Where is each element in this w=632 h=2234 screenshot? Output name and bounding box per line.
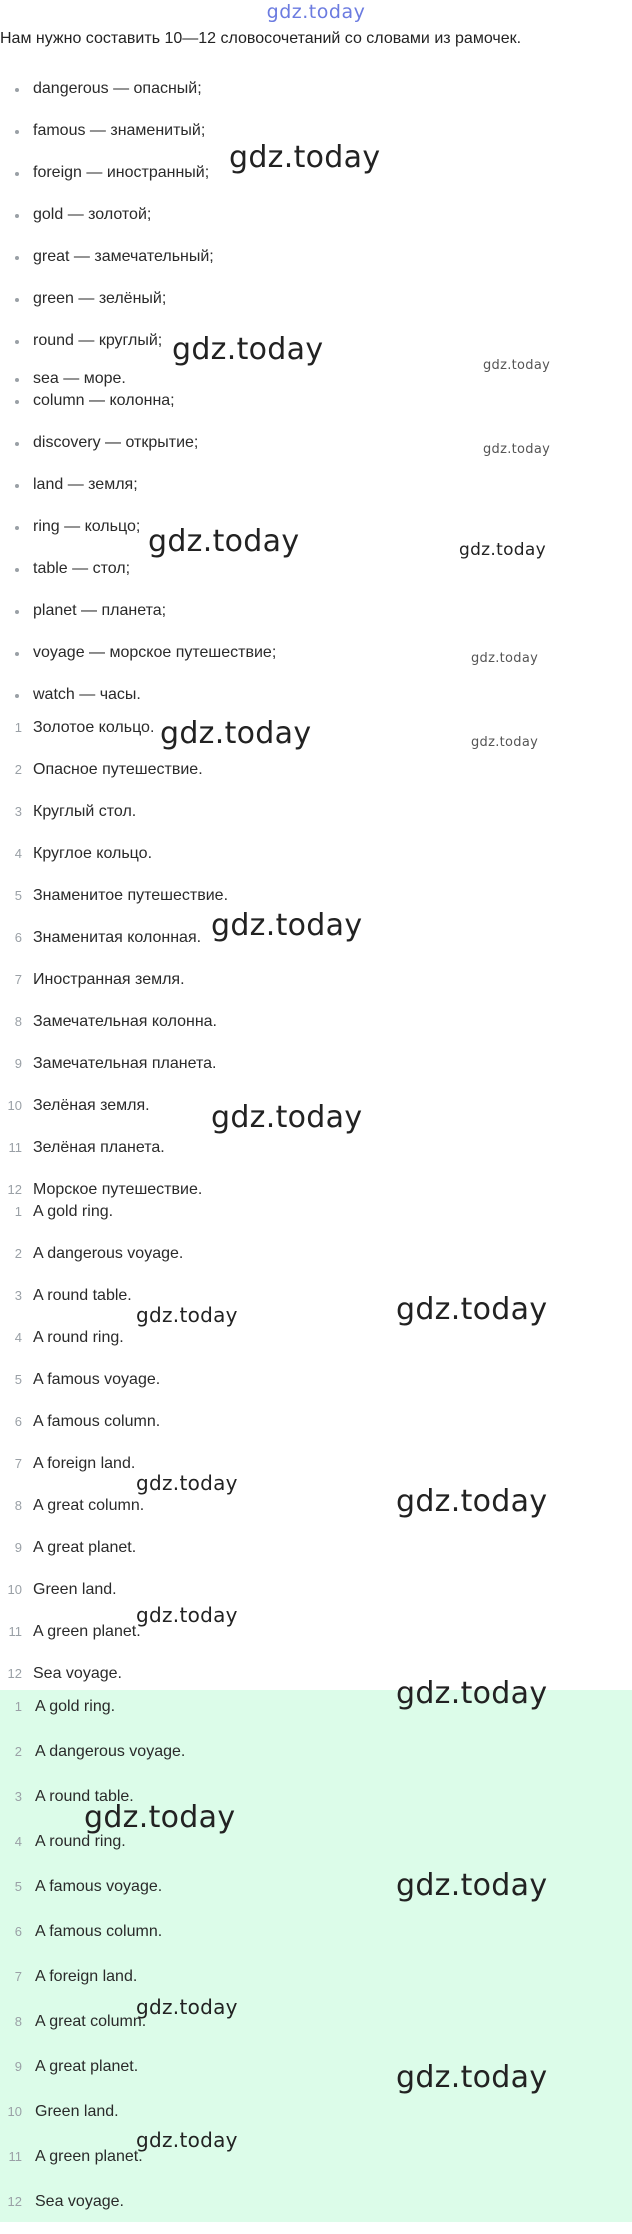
item-number: 6 xyxy=(14,1924,22,1939)
item-text: Замечательная планета. xyxy=(33,1055,217,1072)
list-item xyxy=(0,1135,228,1177)
item-text: A gold ring. xyxy=(33,1203,114,1220)
item-text: Green land. xyxy=(33,1581,117,1598)
item-text: A round ring. xyxy=(33,1329,124,1346)
watermark: gdz.today xyxy=(396,1292,548,1327)
list-item xyxy=(0,1009,228,1051)
item-number: 7 xyxy=(14,1969,22,1984)
watermark: gdz.today xyxy=(483,442,551,457)
item-text: A dangerous voyage. xyxy=(35,1743,186,1760)
watermark: gdz.today xyxy=(136,2128,238,2152)
item-number: 12 xyxy=(7,2194,22,2209)
item-text: Sea voyage. xyxy=(35,2193,124,2210)
vocab-item: discovery — открытие; xyxy=(0,430,276,472)
item-text: A foreign land. xyxy=(33,1455,136,1472)
watermark: gdz.today xyxy=(471,735,539,750)
watermark: gdz.today xyxy=(136,1303,238,1327)
item-text: Sea voyage. xyxy=(33,1665,122,1682)
phrases-ru-list xyxy=(0,715,228,1219)
item-number: 11 xyxy=(8,2149,22,2164)
item-text: Green land. xyxy=(35,2103,119,2120)
item-text: Опасное путешествие. xyxy=(33,761,203,778)
item-text: A famous column. xyxy=(35,1923,163,1940)
item-number: 5 xyxy=(14,1372,22,1387)
list-item xyxy=(0,1535,183,1577)
item-number: 11 xyxy=(8,1624,22,1639)
item-text: Замечательная колонна. xyxy=(33,1013,217,1030)
list-item xyxy=(0,1093,228,1135)
vocab-item: ring — кольцо; xyxy=(0,514,276,556)
watermark: gdz.today xyxy=(229,140,381,175)
list-item xyxy=(0,1051,228,1093)
watermark: gdz.today xyxy=(396,1484,548,1519)
list-item xyxy=(0,1829,185,1874)
item-number: 1 xyxy=(14,1699,22,1714)
list-item xyxy=(0,1325,183,1367)
item-text: A round ring. xyxy=(35,1833,126,1850)
watermark: gdz.today xyxy=(211,908,363,943)
item-text: A dangerous voyage. xyxy=(33,1245,184,1262)
vocab-item: foreign — иностранный; xyxy=(0,160,276,202)
vocab-item: table — стол; xyxy=(0,556,276,598)
item-text: A great planet. xyxy=(35,2058,139,2075)
watermark: gdz.today xyxy=(172,332,324,367)
item-text: A round table. xyxy=(33,1287,132,1304)
item-text: A foreign land. xyxy=(35,1968,138,1985)
watermark: gdz.today xyxy=(211,1100,363,1135)
vocab-item: watch — часы. xyxy=(0,682,276,724)
item-text: A great column. xyxy=(35,2013,147,2030)
item-number: 2 xyxy=(14,762,22,777)
item-text: A famous column. xyxy=(33,1413,161,1430)
watermark: gdz.today xyxy=(136,1603,238,1627)
item-number: 9 xyxy=(14,1056,22,1071)
vocab-item: famous — знаменитый; xyxy=(0,118,276,160)
item-text: Знаменитое путешествие. xyxy=(33,887,229,904)
item-number: 9 xyxy=(14,2059,22,2074)
item-number: 6 xyxy=(14,930,22,945)
item-number: 3 xyxy=(14,1288,22,1303)
vocab-item: green — зелёный; xyxy=(0,286,276,328)
item-text: A round table. xyxy=(35,1788,134,1805)
list-item xyxy=(0,757,228,799)
list-item xyxy=(0,841,228,883)
list-item xyxy=(0,1694,185,1739)
item-number: 8 xyxy=(14,2014,22,2029)
item-text: Иностранная земля. xyxy=(33,971,185,988)
item-number: 12 xyxy=(7,1182,22,1197)
item-number: 4 xyxy=(14,1330,22,1345)
list-item xyxy=(0,1199,183,1241)
list-item xyxy=(0,1919,185,1964)
item-number: 1 xyxy=(14,1204,22,1219)
watermark: gdz.today xyxy=(396,1676,548,1711)
item-text: Морское путешествие. xyxy=(33,1181,203,1198)
phrases-en-list xyxy=(0,1199,183,1703)
answer-list xyxy=(0,1694,185,2234)
item-text: A great column. xyxy=(33,1497,145,1514)
item-number: 9 xyxy=(14,1540,22,1555)
item-text: A famous voyage. xyxy=(35,1878,163,1895)
item-text: Зелёная планета. xyxy=(33,1139,165,1156)
list-item xyxy=(0,967,228,1009)
item-text: Знаменитая колонная. xyxy=(33,929,202,946)
list-item xyxy=(0,2054,185,2099)
item-text: A famous voyage. xyxy=(33,1371,161,1388)
item-number: 8 xyxy=(14,1014,22,1029)
vocab-item: land — земля; xyxy=(0,472,276,514)
vocab-item: column — колонна; xyxy=(0,388,276,430)
task-intro: Нам нужно составить 10—12 словосочетаний со словами из рамочек. xyxy=(0,30,522,47)
vocab-item: sea — море. xyxy=(0,366,276,388)
list-item xyxy=(0,1493,183,1535)
list-item xyxy=(0,883,228,925)
list-item xyxy=(0,1739,185,1784)
item-number: 4 xyxy=(14,1834,22,1849)
item-number: 8 xyxy=(14,1498,22,1513)
item-number: 3 xyxy=(14,804,22,819)
item-number: 10 xyxy=(7,1098,22,1113)
watermark: gdz.today xyxy=(160,716,312,751)
item-number: 5 xyxy=(14,888,22,903)
item-text: Зелёная земля. xyxy=(33,1097,150,1114)
list-item xyxy=(0,2189,185,2234)
vocab-item: voyage — морское путешествие; xyxy=(0,640,276,682)
item-number: 11 xyxy=(8,1140,22,1155)
item-number: 5 xyxy=(14,1879,22,1894)
item-number: 1 xyxy=(14,720,22,735)
item-number: 6 xyxy=(14,1414,22,1429)
item-text: A green planet. xyxy=(33,1623,141,1640)
vocab-item: dangerous — опасный; xyxy=(0,76,276,118)
item-text: A great planet. xyxy=(33,1539,137,1556)
item-number: 10 xyxy=(7,2104,22,2119)
list-item xyxy=(0,1409,183,1451)
list-item xyxy=(0,799,228,841)
item-text: Круглый стол. xyxy=(33,803,137,820)
watermark: gdz.today xyxy=(396,2060,548,2095)
item-number: 7 xyxy=(14,972,22,987)
item-number: 4 xyxy=(14,846,22,861)
item-number: 3 xyxy=(14,1789,22,1804)
watermark: gdz.today xyxy=(459,540,546,560)
item-text: A gold ring. xyxy=(35,1698,116,1715)
item-number: 7 xyxy=(14,1456,22,1471)
item-text: Золотое кольцо. xyxy=(33,719,155,736)
item-text: Круглое кольцо. xyxy=(33,845,153,862)
list-item xyxy=(0,925,228,967)
list-item xyxy=(0,1367,183,1409)
vocab-item: planet — планета; xyxy=(0,598,276,640)
list-item xyxy=(0,1874,185,1919)
watermark: gdz.today xyxy=(84,1800,236,1835)
watermark: gdz.today xyxy=(148,524,300,559)
watermark: gdz.today xyxy=(471,651,539,666)
item-number: 10 xyxy=(7,1582,22,1597)
watermark: gdz.today xyxy=(136,1995,238,2019)
vocab-item: great — замечательный; xyxy=(0,244,276,286)
item-number: 2 xyxy=(14,1246,22,1261)
watermark: gdz.today xyxy=(396,1868,548,1903)
watermark: gdz.today xyxy=(483,358,551,373)
vocab-item: round — круглый; xyxy=(0,328,276,370)
vocab-item: gold — золотой; xyxy=(0,202,276,244)
list-item xyxy=(0,1241,183,1283)
watermark: gdz.today xyxy=(136,1471,238,1495)
item-number: 12 xyxy=(7,1666,22,1681)
site-logo[interactable]: gdz.today xyxy=(266,1,366,23)
item-text: A green planet. xyxy=(35,2148,143,2165)
item-number: 2 xyxy=(14,1744,22,1759)
